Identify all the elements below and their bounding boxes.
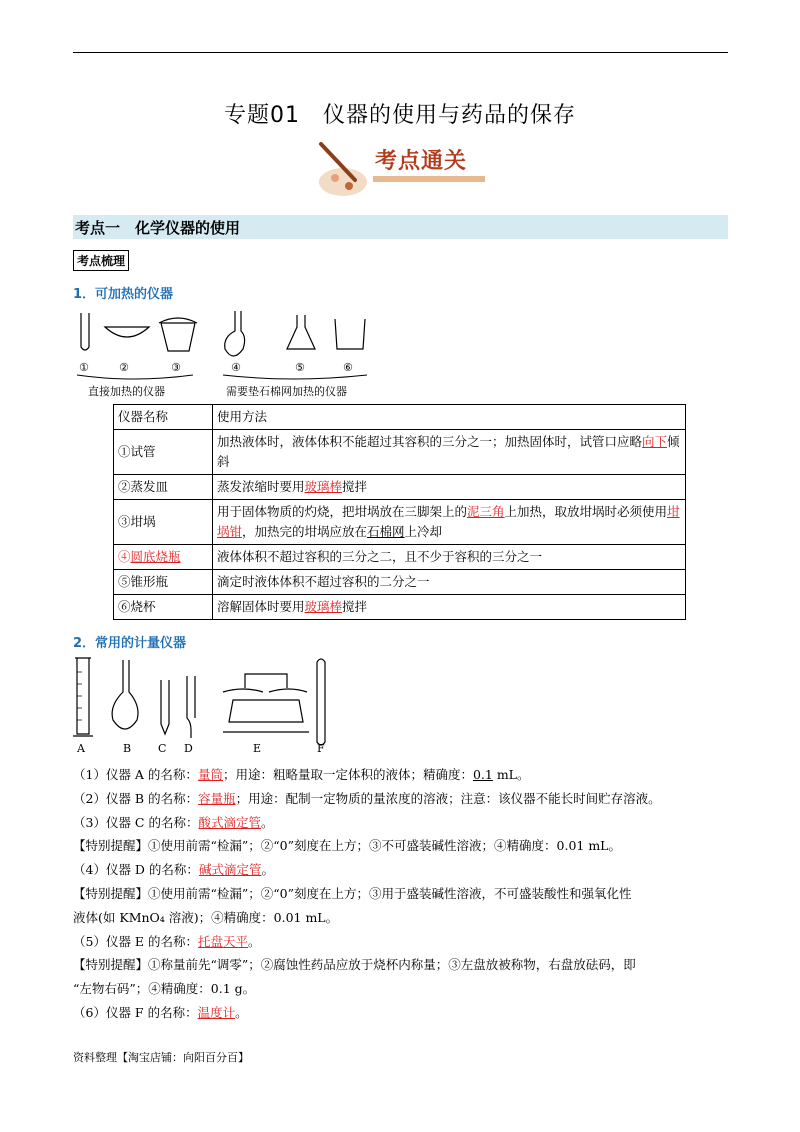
table-row	[114, 430, 686, 475]
instrument-name: ⑥烧杯	[114, 595, 213, 620]
instrument-notes	[73, 763, 733, 1025]
label-6: ⑥	[343, 361, 353, 374]
page-title: 专题01 仪器的使用与药品的保存	[224, 103, 576, 128]
label-b: B	[123, 742, 132, 755]
label-1: ①	[79, 361, 89, 374]
graduated-cylinder-icon	[73, 658, 93, 736]
section-heading: 考点一 化学仪器的使用	[75, 219, 241, 237]
instrument-usage: 液体体积不超过容积的三分之二，且不少于容积的三分之一	[213, 545, 686, 570]
evaporating-dish-icon	[105, 327, 149, 337]
instrument-name: ③坩埚	[114, 500, 213, 545]
section-heading-bar	[73, 215, 728, 239]
beaker-icon	[335, 319, 365, 349]
measuring-instruments-figure	[73, 652, 363, 754]
instrument-usage: 用于固体物质的灼烧，把坩埚放在三脚架上的泥三角上加热，取放坩埚时必须使用坩埚钳，加热完的坩埚应放在石棉网上冷却	[213, 500, 686, 545]
table-row	[114, 475, 686, 500]
banner-text: 考点通关	[375, 149, 468, 174]
test-tube-icon	[81, 313, 89, 350]
part1-heading: 1．可加热的仪器	[73, 287, 174, 302]
instrument-usage: 滴定时液体体积不超过容积的二分之一	[213, 570, 686, 595]
note-line: （4）仪器 D 的名称：碱式滴定管。	[73, 862, 274, 878]
topic-tag: 考点梳理	[73, 250, 129, 271]
caption-gauze-heating: 需要垫石棉网加热的仪器	[226, 385, 347, 398]
part2-heading: 2．常用的计量仪器	[73, 636, 187, 651]
volumetric-flask-icon	[112, 660, 138, 729]
instrument-name: ⑤锥形瓶	[114, 570, 213, 595]
label-3: ③	[171, 361, 181, 374]
round-flask-icon	[225, 311, 245, 356]
note-line: （3）仪器 C 的名称：酸式滴定管。	[73, 814, 274, 830]
label-a: A	[77, 742, 85, 755]
table-row	[114, 595, 686, 620]
note-line: 液体(如 KMnO₄ 溶液)；④精确度：0.01 mL。	[73, 909, 339, 925]
header-usage: 使用方法	[213, 405, 686, 430]
heatable-instruments-table	[113, 404, 686, 620]
header-rule	[73, 52, 728, 53]
balance-icon	[223, 674, 309, 732]
table-row	[114, 500, 686, 545]
palette-icon	[319, 168, 367, 196]
note-line: “左物右码”；④精确度：0.1 g。	[73, 981, 256, 997]
label-2: ②	[119, 361, 129, 374]
note-line: （6）仪器 F 的名称：温度计。	[73, 1004, 248, 1020]
instrument-usage: 加热液体时，液体体积不能超过其容积的三分之一；加热固体时，试管口应略向下倾斜	[213, 430, 686, 475]
instrument-name: ①试管	[114, 430, 213, 475]
table-row	[114, 545, 686, 570]
label-c: C	[158, 742, 167, 755]
note-line: 【特别提醒】①使用前需“检漏”；②“0”刻度在上方；③用于盛装碱性溶液，不可盛装酸性和强氧化性	[73, 885, 632, 901]
conical-flask-icon	[287, 315, 315, 349]
crucible-icon	[161, 323, 195, 351]
thermometer-icon	[317, 659, 325, 745]
instrument-name: ④圆底烧瓶	[114, 545, 213, 570]
header-name: 仪器名称	[114, 405, 213, 430]
acid-burette-icon	[161, 680, 169, 734]
instrument-usage: 溶解固体时要用玻璃棒搅拌	[213, 595, 686, 620]
label-d: D	[184, 742, 193, 755]
caption-direct-heating: 直接加热的仪器	[88, 385, 165, 398]
footer-source: 资料整理【淘宝店铺：向阳百分百】	[73, 1051, 249, 1064]
label-e: E	[253, 742, 262, 755]
instrument-usage: 蒸发浓缩时要用玻璃棒搅拌	[213, 475, 686, 500]
note-line: 【特别提醒】①称量前先“调零”；②腐蚀性药品应放于烧杯内称量；③左盘放被称物，右盘放砝码，即	[73, 957, 636, 973]
instrument-name: ②蒸发皿	[114, 475, 213, 500]
label-5: ⑤	[295, 361, 305, 374]
table-header-row	[114, 405, 686, 430]
note-line: 【特别提醒】①使用前需“检漏”；②“0”刻度在上方；③不可盛装碱性溶液；④精确度：0.01 mL。	[73, 838, 621, 854]
table-row	[114, 570, 686, 595]
note-line: （5）仪器 E 的名称：托盘天平。	[73, 933, 261, 949]
note-line: （2）仪器 B 的名称：容量瓶；用途：配制一定物质的量浓度的溶液；注意：该仪器不能长时间贮存溶液。	[73, 790, 661, 806]
base-burette-icon	[187, 676, 195, 738]
label-f: F	[317, 742, 325, 755]
label-4: ④	[231, 361, 241, 374]
note-line: （1）仪器 A 的名称：量筒；用途：粗略量取一定体积的液体；精确度：0.1 mL。	[73, 767, 530, 782]
